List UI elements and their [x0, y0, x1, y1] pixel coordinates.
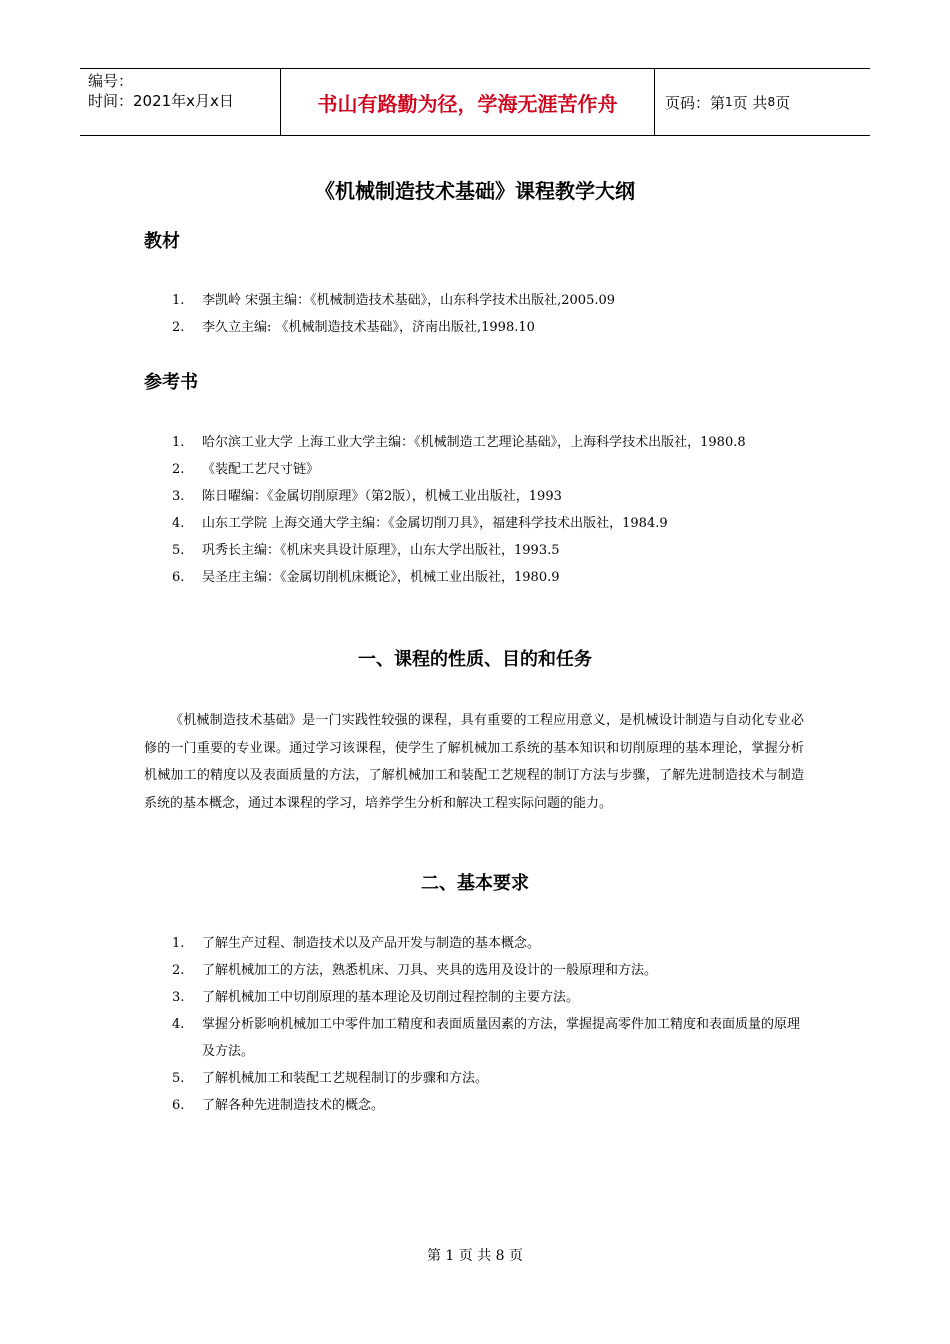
list-item: [172, 537, 772, 564]
page-prefix: 页码：第: [665, 93, 726, 112]
references-heading: 参考书: [144, 372, 198, 393]
list-text: 吴圣庄主编：《金属切削机床概论》，机械工业出版社，1980.9: [202, 570, 560, 585]
list-item: [172, 483, 772, 510]
list-item: [172, 287, 812, 314]
requirements-list: [172, 930, 812, 1119]
list-number: 1.: [172, 936, 185, 951]
textbooks-heading: 教材: [144, 231, 180, 252]
list-number: 1.: [172, 435, 185, 450]
list-item: [172, 510, 772, 537]
list-text: 了解机械加工和装配工艺规程制订的步骤和方法。: [202, 1071, 489, 1086]
document-number-label: 编号：: [88, 72, 134, 90]
page-total: 8: [767, 95, 776, 109]
list-text: 掌握分析影响机械加工中零件加工精度和表面质量因素的方法，掌握提高零件加工精度和表面质量的原理及方法。: [202, 1017, 801, 1059]
list-text: 了解生产过程、制造技术以及产品开发与制造的基本概念。: [202, 936, 541, 951]
list-item: [172, 564, 772, 591]
list-number: 2.: [172, 320, 185, 335]
references-list: [172, 429, 772, 591]
list-item: [172, 429, 772, 456]
page-mid: 页 共: [732, 93, 768, 112]
document-title: 《机械制造技术基础》课程教学大纲: [315, 179, 635, 203]
page-number: 1: [725, 95, 733, 109]
list-number: 5.: [172, 543, 185, 558]
list-number: 2.: [172, 963, 185, 978]
list-number: 6.: [172, 1098, 185, 1113]
section1-paragraph: 《机械制造技术基础》是一门实践性较强的课程，具有重要的工程应用意义，是机械设计制造与自动化专业必修的一门重要的专业课。通过学习该课程，使学生了解机械加工系统的基本知识和切削原理的基本理论，掌握分析机械加工的精度以及表面质量的方法，了解机械加工和装配工艺规程的制订方法与步骤，了解先进制造技术与制造系统的基本概念，通过本课程的学习，培养学生分析和解决工程实际问题的能力。: [144, 713, 804, 811]
list-item: [172, 1011, 812, 1065]
list-item: [172, 957, 812, 984]
document-time-label: 时间：2021年x月x日: [88, 92, 234, 110]
header-table: [80, 68, 870, 136]
list-text: 山东工学院 上海交通大学主编：《金属切削刀具》，福建科学技术出版社，1984.9: [202, 516, 668, 531]
list-text: 了解机械加工中切削原理的基本理论及切削过程控制的主要方法。: [202, 990, 580, 1005]
list-number: 3.: [172, 990, 185, 1005]
list-text: 了解机械加工的方法，熟悉机床、刀具、夹具的选用及设计的一般原理和方法。: [202, 963, 658, 978]
list-number: 6.: [172, 570, 185, 585]
list-item: [172, 930, 812, 957]
list-item: [172, 984, 812, 1011]
list-text: 哈尔滨工业大学 上海工业大学主编：《机械制造工艺理论基础》，上海科学技术出版社，1980.8: [202, 435, 746, 450]
list-item: [172, 1065, 812, 1092]
textbooks-list: [172, 287, 812, 341]
header-meta: [80, 69, 281, 135]
list-number: 3.: [172, 489, 185, 504]
list-item: [172, 456, 772, 483]
list-item: [172, 1092, 812, 1119]
header-motto: 书山有路勤为径，学海无涯苦作舟: [281, 69, 655, 135]
list-text: 李久立主编: 《机械制造技术基础》，济南出版社,1998.10: [202, 320, 535, 335]
list-item: [172, 314, 812, 341]
list-number: 1.: [172, 293, 185, 308]
list-text: 了解各种先进制造技术的概念。: [202, 1098, 385, 1113]
list-number: 4.: [172, 1017, 185, 1032]
page-footer: 第 1 页 共 8 页: [426, 1248, 524, 1264]
page-suffix: 页: [775, 93, 791, 112]
list-text: 巩秀长主编：《机床夹具设计原理》，山东大学出版社，1993.5: [202, 543, 560, 558]
list-number: 4.: [172, 516, 185, 531]
section1-heading: 一、课程的性质、目的和任务: [358, 649, 592, 670]
section2-heading: 二、基本要求: [421, 873, 529, 894]
list-text: 李凯岭 宋强主编：《机械制造技术基础》，山东科学技术出版社,2005.09: [202, 293, 616, 308]
list-text: 陈日曜编：《金属切削原理》（第2版），机械工业出版社，1993: [202, 489, 562, 504]
list-number: 5.: [172, 1071, 185, 1086]
list-number: 2.: [172, 462, 185, 477]
header-page-info: [655, 69, 870, 135]
list-text: 《装配工艺尺寸链》: [202, 462, 320, 477]
